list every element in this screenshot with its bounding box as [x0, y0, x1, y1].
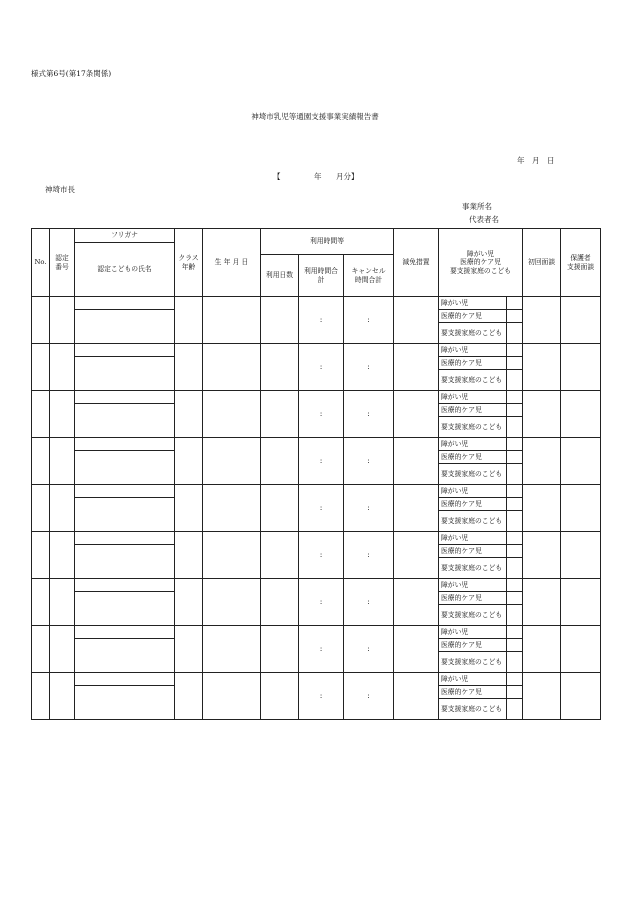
usage-days-cell[interactable] [261, 438, 299, 485]
exemption-cell[interactable] [394, 344, 439, 391]
usage-hours-cell[interactable] [299, 626, 344, 673]
disabled-label: 障がい児 [439, 297, 507, 310]
disabled-label: 障がい児 [439, 626, 507, 639]
record-row [32, 626, 601, 639]
document-title: 神埼市乳児等通園支援事業実績報告書 [251, 112, 379, 121]
usage-hours-colon: : [319, 691, 323, 700]
medical-check[interactable] [507, 686, 523, 699]
medical-label: 医療的ケア児 [439, 545, 507, 558]
birthdate-cell[interactable] [203, 391, 261, 438]
support-family-check[interactable] [507, 370, 523, 391]
office-name-label: 事業所名 [462, 202, 492, 211]
usage-hours-cell[interactable] [299, 532, 344, 579]
usage-days-cell[interactable] [261, 344, 299, 391]
exemption-cell[interactable] [394, 297, 439, 344]
medical-label: 医療的ケア児 [439, 686, 507, 699]
furigana-cell[interactable] [75, 344, 175, 357]
disabled-label: 障がい児 [439, 673, 507, 686]
support-family-check[interactable] [507, 699, 523, 720]
no-cell[interactable] [32, 391, 50, 438]
record-row [32, 297, 601, 310]
usage-days-cell[interactable] [261, 579, 299, 626]
cert-number-cell[interactable] [50, 626, 75, 673]
class-age-cell[interactable] [175, 438, 203, 485]
guardian-support-cell[interactable] [561, 391, 601, 438]
usage-days-cell[interactable] [261, 626, 299, 673]
guardian-support-cell[interactable] [561, 485, 601, 532]
cert-number-cell[interactable] [50, 297, 75, 344]
medical-label: 医療的ケア児 [439, 310, 507, 323]
support-family-check[interactable] [507, 605, 523, 626]
birthdate-cell[interactable] [203, 438, 261, 485]
cert-number-cell[interactable] [50, 438, 75, 485]
class-age-cell[interactable] [175, 344, 203, 391]
cancel-hours-cell[interactable] [344, 438, 394, 485]
support-family-check[interactable] [507, 464, 523, 485]
exemption-cell[interactable] [394, 579, 439, 626]
exemption-cell[interactable] [394, 532, 439, 579]
record-row [32, 485, 601, 498]
exemption-cell[interactable] [394, 673, 439, 720]
child-name-cell[interactable] [75, 498, 175, 532]
medical-label: 医療的ケア児 [439, 451, 507, 464]
no-cell[interactable] [32, 626, 50, 673]
class-age-cell[interactable] [175, 673, 203, 720]
report-table [31, 228, 601, 720]
addressee: 神埼市長 [45, 185, 75, 194]
header-cert-number: 認定 番号 [50, 229, 75, 297]
medical-check[interactable] [507, 451, 523, 464]
class-age-cell[interactable] [175, 626, 203, 673]
cancel-hours-colon: : [367, 550, 370, 559]
header-special-needs: 障がい児 医療的ケア児 要支援家庭のこども [439, 229, 523, 297]
cancel-hours-colon: : [367, 644, 370, 653]
record-row [32, 391, 601, 404]
first-interview-cell[interactable] [523, 344, 561, 391]
first-interview-cell[interactable] [523, 532, 561, 579]
header-guardian-support: 保護者 支援面談 [561, 229, 601, 297]
usage-hours-colon: : [319, 456, 323, 465]
disabled-check[interactable] [507, 673, 523, 686]
disabled-label: 障がい児 [439, 391, 507, 404]
period-open: 【 [273, 172, 281, 181]
support-family-check[interactable] [507, 323, 523, 344]
first-interview-cell[interactable] [523, 297, 561, 344]
disabled-check[interactable] [507, 391, 523, 404]
class-age-cell[interactable] [175, 579, 203, 626]
medical-check[interactable] [507, 592, 523, 605]
cancel-hours-colon: : [367, 362, 370, 371]
usage-hours-cell[interactable] [299, 297, 344, 344]
cancel-hours-colon: : [367, 409, 370, 418]
furigana-cell[interactable] [75, 485, 175, 498]
cert-number-cell[interactable] [50, 532, 75, 579]
disabled-label: 障がい児 [439, 532, 507, 545]
guardian-support-cell[interactable] [561, 626, 601, 673]
no-cell[interactable] [32, 532, 50, 579]
medical-check[interactable] [507, 639, 523, 652]
medical-label: 医療的ケア児 [439, 357, 507, 370]
header-cancel-hours: キャンセル 時間合計 [344, 255, 394, 297]
furigana-cell[interactable] [75, 391, 175, 404]
class-age-cell[interactable] [175, 532, 203, 579]
no-cell[interactable] [32, 579, 50, 626]
guardian-support-cell[interactable] [561, 579, 601, 626]
no-cell[interactable] [32, 673, 50, 720]
support-family-label: 要支援家庭のこども [439, 558, 507, 579]
birthdate-cell[interactable] [203, 626, 261, 673]
record-row [32, 579, 601, 592]
usage-hours-colon: : [319, 550, 323, 559]
cancel-hours-colon: : [367, 315, 370, 324]
usage-hours-cell[interactable] [299, 391, 344, 438]
birthdate-cell[interactable] [203, 579, 261, 626]
first-interview-cell[interactable] [523, 485, 561, 532]
support-family-label: 要支援家庭のこども [439, 511, 507, 532]
medical-label: 医療的ケア児 [439, 592, 507, 605]
child-name-cell[interactable] [75, 357, 175, 391]
guardian-support-cell[interactable] [561, 532, 601, 579]
exemption-cell[interactable] [394, 391, 439, 438]
disabled-check[interactable] [507, 485, 523, 498]
header-class-age: クラス 年齢 [175, 229, 203, 297]
disabled-label: 障がい児 [439, 438, 507, 451]
usage-hours-colon: : [319, 409, 323, 418]
header-child-name: 認定こどもの氏名 [75, 243, 175, 297]
medical-check[interactable] [507, 498, 523, 511]
disabled-check[interactable] [507, 438, 523, 451]
disabled-check[interactable] [507, 297, 523, 310]
first-interview-cell[interactable] [523, 438, 561, 485]
exemption-cell[interactable] [394, 485, 439, 532]
usage-days-cell[interactable] [261, 532, 299, 579]
furigana-cell[interactable] [75, 626, 175, 639]
header-usage-days: 利用日数 [261, 255, 299, 297]
support-family-label: 要支援家庭のこども [439, 323, 507, 344]
child-name-cell[interactable] [75, 592, 175, 626]
usage-hours-cell[interactable] [299, 579, 344, 626]
usage-days-cell[interactable] [261, 673, 299, 720]
cert-number-cell[interactable] [50, 344, 75, 391]
child-name-cell[interactable] [75, 310, 175, 344]
cert-number-cell[interactable] [50, 391, 75, 438]
usage-hours-colon: : [319, 503, 323, 512]
child-name-cell[interactable] [75, 545, 175, 579]
disabled-check[interactable] [507, 579, 523, 592]
medical-label: 医療的ケア児 [439, 404, 507, 417]
medical-label: 医療的ケア児 [439, 498, 507, 511]
first-interview-cell[interactable] [523, 391, 561, 438]
class-age-cell[interactable] [175, 485, 203, 532]
disabled-label: 障がい児 [439, 344, 507, 357]
furigana-cell[interactable] [75, 532, 175, 545]
medical-check[interactable] [507, 404, 523, 417]
no-cell[interactable] [32, 344, 50, 391]
support-family-label: 要支援家庭のこども [439, 464, 507, 485]
birthdate-cell[interactable] [203, 297, 261, 344]
cancel-hours-cell[interactable] [344, 485, 394, 532]
cancel-hours-cell[interactable] [344, 344, 394, 391]
furigana-cell[interactable] [75, 297, 175, 310]
cancel-hours-cell[interactable] [344, 579, 394, 626]
child-name-cell[interactable] [75, 686, 175, 720]
header-furigana: フリガナ [75, 229, 175, 243]
medical-check[interactable] [507, 545, 523, 558]
header-first-interview: 初回面談 [523, 229, 561, 297]
representative-label: 代表者名 [469, 215, 499, 224]
usage-days-cell[interactable] [261, 391, 299, 438]
first-interview-cell[interactable] [523, 579, 561, 626]
period-year: 年 [314, 172, 322, 181]
date-line: 年 月 日 [517, 156, 555, 165]
support-family-label: 要支援家庭のこども [439, 605, 507, 626]
cancel-hours-cell[interactable] [344, 532, 394, 579]
usage-hours-colon: : [319, 315, 323, 324]
disabled-label: 障がい児 [439, 485, 507, 498]
no-cell[interactable] [32, 438, 50, 485]
header-usage-hours: 利用時間合 計 [299, 255, 344, 297]
support-family-label: 要支援家庭のこども [439, 699, 507, 720]
disabled-check[interactable] [507, 532, 523, 545]
no-cell[interactable] [32, 297, 50, 344]
exemption-cell[interactable] [394, 626, 439, 673]
cancel-hours-colon: : [367, 597, 370, 606]
cancel-hours-colon: : [367, 503, 370, 512]
period-month: 月分】 [336, 172, 359, 181]
header-no: No. [32, 229, 50, 297]
support-family-check[interactable] [507, 558, 523, 579]
guardian-support-cell[interactable] [561, 297, 601, 344]
support-family-check[interactable] [507, 511, 523, 532]
cancel-hours-cell[interactable] [344, 673, 394, 720]
guardian-support-cell[interactable] [561, 673, 601, 720]
usage-hours-colon: : [319, 597, 323, 606]
header-birthdate: 生 年 月 日 [203, 229, 261, 297]
cert-number-cell[interactable] [50, 579, 75, 626]
birthdate-cell[interactable] [203, 673, 261, 720]
cancel-hours-cell[interactable] [344, 626, 394, 673]
class-age-cell[interactable] [175, 391, 203, 438]
cancel-hours-cell[interactable] [344, 391, 394, 438]
first-interview-cell[interactable] [523, 673, 561, 720]
record-row [32, 673, 601, 686]
support-family-label: 要支援家庭のこども [439, 370, 507, 391]
usage-hours-colon: : [319, 644, 323, 653]
furigana-cell[interactable] [75, 438, 175, 451]
form-number: 様式第6号(第17条関係) [31, 69, 112, 78]
cancel-hours-colon: : [367, 691, 370, 700]
support-family-check[interactable] [507, 417, 523, 438]
usage-days-cell[interactable] [261, 485, 299, 532]
support-family-label: 要支援家庭のこども [439, 652, 507, 673]
support-family-check[interactable] [507, 652, 523, 673]
birthdate-cell[interactable] [203, 532, 261, 579]
usage-days-cell[interactable] [261, 297, 299, 344]
record-row [32, 344, 601, 357]
cancel-hours-cell[interactable] [344, 297, 394, 344]
no-cell[interactable] [32, 485, 50, 532]
usage-hours-cell[interactable] [299, 485, 344, 532]
furigana-cell[interactable] [75, 579, 175, 592]
usage-hours-colon: : [319, 362, 323, 371]
exemption-cell[interactable] [394, 438, 439, 485]
cert-number-cell[interactable] [50, 673, 75, 720]
guardian-support-cell[interactable] [561, 438, 601, 485]
child-name-cell[interactable] [75, 639, 175, 673]
medical-check[interactable] [507, 357, 523, 370]
record-row [32, 438, 601, 451]
guardian-support-cell[interactable] [561, 344, 601, 391]
usage-hours-cell[interactable] [299, 344, 344, 391]
child-name-cell[interactable] [75, 404, 175, 438]
child-name-cell[interactable] [75, 451, 175, 485]
first-interview-cell[interactable] [523, 626, 561, 673]
class-age-cell[interactable] [175, 297, 203, 344]
usage-hours-cell[interactable] [299, 438, 344, 485]
disabled-check[interactable] [507, 344, 523, 357]
header-usage-group: 利用時間等 [261, 229, 394, 255]
birthdate-cell[interactable] [203, 485, 261, 532]
usage-hours-cell[interactable] [299, 673, 344, 720]
record-row [32, 532, 601, 545]
medical-check[interactable] [507, 310, 523, 323]
medical-label: 医療的ケア児 [439, 639, 507, 652]
support-family-label: 要支援家庭のこども [439, 417, 507, 438]
header-exemption: 減免措置 [394, 229, 439, 297]
furigana-cell[interactable] [75, 673, 175, 686]
disabled-check[interactable] [507, 626, 523, 639]
cert-number-cell[interactable] [50, 485, 75, 532]
disabled-label: 障がい児 [439, 579, 507, 592]
cancel-hours-colon: : [367, 456, 370, 465]
birthdate-cell[interactable] [203, 344, 261, 391]
